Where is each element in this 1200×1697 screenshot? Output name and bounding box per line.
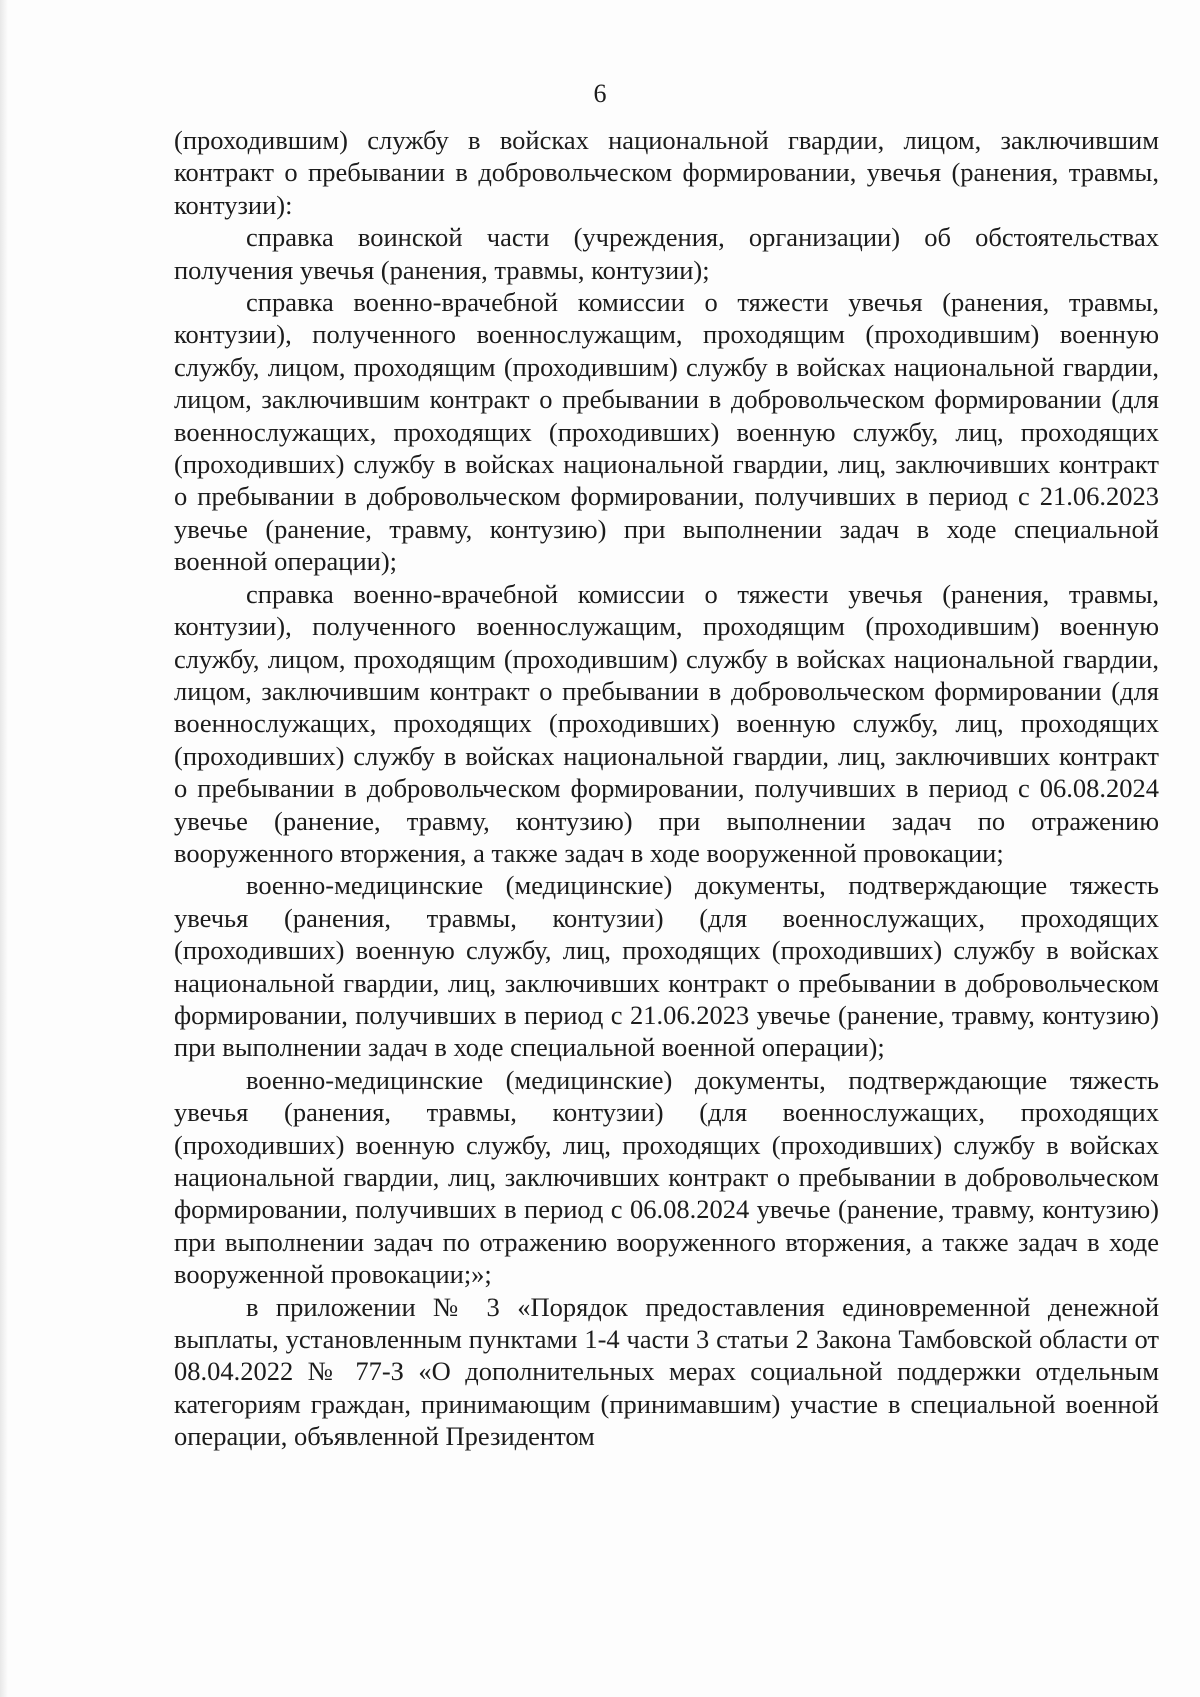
paragraph-military-unit-certificate: справка воинской части (учреждения, организации) об обстоятельствах получения увечья (ранения, травмы, контузии);: [174, 222, 1159, 285]
page-number: 6: [593, 79, 607, 108]
paragraph-medical-documents-2023: военно-медицинские (медицинские) документы, подтверждающие тяжесть увечья (ранения, травмы, контузии) (для военнослужащих, проходящих (проходивших) военную службу, лиц, проходящих (проходивших) службу в войсках национальной гвардии, лиц, заключивших контракт о пребывании в добровольческом формировании, получивших в период с 21.06.2023 увечье (ранение, травму, контузию) при выполнении задач в ходе специальной военной операции);: [174, 870, 1159, 1063]
scan-edge-shadow: [0, 0, 8, 1697]
document-body: [174, 124, 1159, 1453]
paragraph-continuation: (проходившим) службу в войсках национальной гвардии, лицом, заключившим контракт о пребывании в добровольческом формировании, увечья (ранения, травмы, контузии):: [174, 125, 1159, 220]
paragraph-medical-commission-certificate-2023: справка военно-врачебной комиссии о тяжести увечья (ранения, травмы, контузии), полученного военнослужащим, проходящим (проходившим) военную службу, лицом, проходящим (проходившим) службу в войсках национальной гвардии, лицом, заключившим контракт о пребывании в добровольческом формировании (для военнослужащих, проходящих (проходивших) военную службу, лиц, проходящих (проходивших) службу в войсках национальной гвардии, лиц, заключивших контракт о пребывании в добровольческом формировании, получивших в период с 21.06.2023 увечье (ранение, травму, контузию) при выполнении задач в ходе специальной военной операции);: [174, 287, 1159, 577]
paragraph-medical-commission-certificate-2024: справка военно-врачебной комиссии о тяжести увечья (ранения, травмы, контузии), полученного военнослужащим, проходящим (проходившим) военную службу, лицом, проходящим (проходившим) службу в войсках национальной гвардии, лицом, заключившим контракт о пребывании в добровольческом формировании (для военнослужащих, проходящих (проходивших) военную службу, лиц, проходящих (проходивших) службу в войсках национальной гвардии, лиц, заключивших контракт о пребывании в добровольческом формировании, получивших в период с 06.08.2024 увечье (ранение, травму, контузию) при выполнении задач по отражению вооруженного вторжения, а также задач в ходе вооруженной провокации;: [174, 578, 1159, 868]
paragraph-medical-documents-2024: военно-медицинские (медицинские) документы, подтверждающие тяжесть увечья (ранения, травмы, контузии) (для военнослужащих, проходящих (проходивших) военную службу, лиц, проходящих (проходивших) службу в войсках национальной гвардии, лиц, заключивших контракт о пребывании в добровольческом формировании, получивших в период с 06.08.2024 увечье (ранение, травму, контузию) при выполнении задач по отражению вооруженного вторжения, а также задач в ходе вооруженной провокации;»;: [174, 1064, 1159, 1290]
paragraph-appendix-3: в приложении № 3 «Порядок предоставления единовременной денежной выплаты, установленным пунктами 1-4 части 3 статьи 2 Закона Тамбовской области от 08.04.2022 № 77-З «О дополнительных мерах социальной поддержки отдельным категориям граждан, принимающим (принимавшим) участие в специальной военной операции, объявленной Президентом: [174, 1291, 1159, 1452]
